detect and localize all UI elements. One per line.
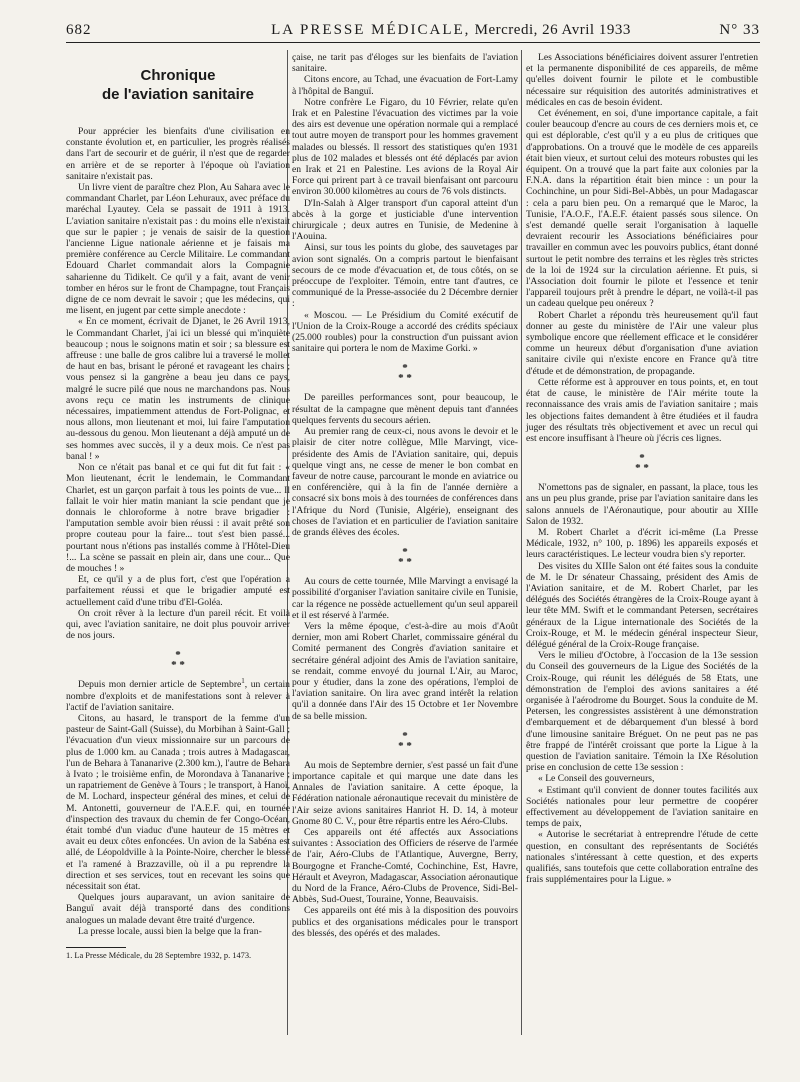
paragraph: « En ce moment, écrivait de Djanet, le 26 Avril 1913, le Commandant Charlet, j'ai ici un blessé qui m'inquiète beaucoup ; nous le soignons matin et soir ; sa blessure est affreuse : une balle de gros calibre lui a traversé le mollet de haut en bas, brisant le péroné et ravageant les chairs ; vous pensez si la gangrène a beau jeu dans ce pays, malgré le sucre pilé que nous ne marchandons pas. Nous avons reçu ce matin les instruments de clinique nécessaires, impatiemment attendus de Fort-Polignac, et nous allons, mon lieutenant et moi, lui faire l'amputation au-dessous du genou. Mon lieutenant a déjà amputé un de ses hommes avec succès, il y a deux mois. Ce n'est pas banal ! » (66, 316, 290, 462)
page-number: 682 (66, 22, 92, 38)
paragraph: çaise, ne tarit pas d'éloges sur les bienfaits de l'aviation sanitaire. (292, 52, 518, 75)
paragraph: Au mois de Septembre dernier, s'est passé un fait d'une importance capitale et qui marque une date dans les Annales de l'aviation sanitaire. A cette époque, la Fédération nationale aéronautique recevait du ministère de l'Air seize avions sanitaires Hanriot H. D. 14, à moteur Gnome 80 C. V., pour être répartis entre les Aéro-Clubs. (292, 759, 518, 827)
paragraph: Un livre vient de paraître chez Plon, Au Sahara avec le commandant Charlet, par Léon Lehuraux, avec préface du maréchal Lyautey. Cela se passait de 1911 à 1913. L'aviation sanitaire n'existait pas : du moins elle n'existait que sur le papier ; je venais de saisir de la question l'ancienne Ligue nationale aérienne et je faisais ma première conférence au Cercle Militaire. Le commandant Edouard Charlet commandait alors la Compagnie saharienne du Tidikelt. Ce qu'il y a fait, avant de venir tomber en héros sur le front de Champagne, tout Français digne de ce nom devrait le savoir ; que les médecins, qui me lisent, en jugent par cette simple anecdote : (66, 182, 290, 317)
paragraph: Les Associations bénéficiaires doivent assurer l'entretien et la permanente disponibilité de ces appareils, de même qu'elles doivent fournir le pilote et le combustible nécessaire sur réquisition des autorités administratives et médicales en cas de besoin évident. (526, 52, 758, 108)
paragraph: La presse locale, aussi bien la belge que la fran- (78, 925, 262, 937)
issue-date: Mercredi, 26 Avril 1933 (474, 22, 631, 38)
paragraph: Depuis mon dernier article de Septembre$^1$, un certain nombre d'exploits et de manifestations sont à relever à l'actif de l'aviation sanitaire. (66, 677, 290, 713)
title-line: Chronique (140, 67, 216, 84)
paragraph: Vers le milieu d'Octobre, à l'occasion de la 13e session du Conseil des gouverneurs de la Ligue des Sociétés de la Croix-Rouge, qui réunit les délégués de 58 Etats, une démonstration de l'emploi des avions sanitaires a été organisée à l'aérodrome du Bourget. Sous la conduite de M. Petersen, les congressistes assistèrent à une démonstration d'embarquement et de débarquement d'un blessé à bord d'une limousine sanitaire Bréguet. On ne peut pas ne pas être frappé de l'intérêt croissant que porte la Ligue à la question de l'aviation sanitaire. Témoin la IXe Résolution prise en conclusion de cette 13e session : (526, 650, 758, 774)
paragraph: Quelques jours auparavant, un avion sanitaire de Banguï avait déjà transporté dans des conditions analogues un malade devant être traité d'urgence. (66, 892, 290, 926)
column-rule (521, 50, 522, 1035)
paragraph: Au premier rang de ceux-ci, nous avons le devoir et le plaisir de citer notre collègue, Mlle Marvingt, vice-présidente des Amis de l'Aviation sanitaire, qui, depuis quelque vingt ans, ne cesse de mener le bon combat en faveur de notre cause, parcourant le monde en aviatrice ou en conférencière, qui à la fin de l'année dernière a consacré six bons mois à des tournées de conférences dans l'Afrique du Nord (Tunisie, Algérie), enseignant des choses de l'aviation et en particulier de l'aviation sanitaire de grands élèves des écoles. (292, 426, 518, 538)
article-title (66, 66, 290, 104)
paragraph: N'omettons pas de signaler, en passant, la place, tous les ans un peu plus grande, prise par l'aviation sanitaire dans les salons annuels de l'Aéronautique, pour aboutir au XIIIe Salon de 1932. (526, 482, 758, 527)
paragraph: Cette réforme est à approuver en tous points, et, en tout état de cause, le ministère de l'Air mérite toute la reconnaissance des vrais amis de l'aviation sanitaire ; mais les objections faites demandent à être étudiées et il faudra juger des résultats très objectivement et avec un recul qui est encore insuffisant à l'heure où j'écris ces lignes. (526, 376, 758, 444)
title-line: de l'aviation sanitaire (102, 86, 254, 103)
paragraph: Citons, au hasard, le transport de la femme d'un pasteur de Saint-Gall (Suisse), du Morbihan à Saint-Gall ; l'évacuation d'un vieux missionnaire sur un parcours de plus de 1.000 km. au Canada ; trois autres à Madagascar, l'un de Behara à Tananarive (2.300 km.), l'autre de Behara à Ivato ; le troisième enfin, de Morondava à Tananarive ; un rapatriement de Genève à Tours ; le transport, à Hanoï, de M. Lochard, inspecteur général des mines, et celui de M. Antonetti, gouverneur de l'A.E.F. qui, en tournée d'inspection des travaux du chemin de fer Congo-Océan, était tombé d'un viaduc d'une hauteur de 15 mètres et avait eu deux côtes enfoncées. Un avion de la Sabéna est allé, de Léopoldville à la Pointe-Noire, chercher le blessé et l'a ramené à Brazzaville, où il a pu reprendre la direction et ses services, tout en recevant les soins que nécessitait son état. (66, 712, 290, 892)
section-separator: * * * (398, 362, 412, 385)
paragraph: « Moscou. — Le Présidium du Comité exécutif de l'Union de la Croix-Rouge a accordé des crédits spéciaux (25.000 roubles) pour la construction d'un puissant avion sanitaire qui portera le nom de Maxime Gorki. » (292, 309, 518, 355)
paragraph: Robert Charlet a répondu très heureusement qu'il faut donner au geste du ministère de l'Air une valeur plus symbolique encore que réellement efficace et le considérer comme un heureux début d'organisation d'une aviation sanitaire civile qui n'existe encore en France qu'à titre d'étude et de démonstration, de propagande. (526, 309, 758, 377)
paragraph: Au cours de cette tournée, Mlle Marvingt a envisagé la possibilité d'organiser l'aviation sanitaire civile en Tunisie, car la régence ne possède actuellement qu'un seul appareil et il est réservé à l'armée. (292, 576, 518, 621)
paragraph: Non ce n'était pas banal et ce qui fut dit fut fait : « Mon lieutenant, écrit le lendemain, le Commandant Charlet, est un garçon parfait à tous les points de vue... Il fallait le voir hier matin maniant la scie pendant que je donnais le chloroforme à notre brave brigadier : l'amputation semble avoir bien réussi : il avait prêté son propre couteau pour la faire... tout s'est bien passé... pourtant nous n'étions pas installés comme à l'Hôtel-Dieu !... La scène se passait en plein air, dans une cour... Que de mouches ! » (66, 462, 290, 574)
quotation: « Autorise le secrétariat à entreprendre l'étude de cette question, en consultant des représentants de Sociétés nationales s'intéressant à cette question, et des experts qualifiés, sans toutefois que cette collaboration entraîne des frais supplémentaires pour la Ligue. » (526, 829, 758, 886)
paragraph: On croit rêver à la lecture d'un pareil récit. Et voilà qui, avec l'aviation sanitaire, ne doit plus pouvoir arriver de nos jours. (66, 607, 290, 642)
column-2 (292, 52, 518, 939)
quotation: « Le Conseil des gouverneurs, (538, 773, 655, 785)
footnote: 1. La Presse Médicale, du 28 Septembre 1932, p. 1473. (66, 951, 252, 961)
paragraph: Citons encore, au Tchad, une évacuation de Fort-Lamy à l'hôpital de Banguï. (292, 74, 518, 97)
paragraph: M. Robert Charlet a d'écrit ici-même (La Presse Médicale, 1932, n° 100, p. 1896) les appareils exposés et leurs caractéristiques. Le lecteur voudra bien s'y reporter. (526, 526, 758, 561)
paragraph: Notre confrère Le Figaro, du 10 Février, relate qu'en Irak et en Palestine l'évacuation des victimes par la voie des airs est devenue une opération normale qui a remplacé tout autre moyen de transport pour les hommes gravement malades ou blessés. Il ressort des statistiques qu'en 1931 plus de 102 malades et blessés ont été déplacés par avion en Irak et 21 en Palestine. Les avions de la Royal Air Force qui prirent part à ce travail bienfaisant ont parcouru environ 30.000 kilomètres au cours de 76 vols distincts. (292, 96, 518, 198)
page-header (66, 20, 760, 43)
paragraph: Et, ce qu'il y a de plus fort, c'est que l'opération a parfaitement réussi et que le brigadier amputé est actuellement caïd d'une tribu d'El-Goléa. (66, 574, 290, 608)
running-title (216, 22, 686, 39)
paragraph: Pour apprécier les bienfaits d'une civilisation en constante évolution et, en particulier, les progrès réalisés dans l'art de secourir et de guérir, il n'est que de regarder en arrière et de se reporter à l'époque où l'aviation sanitaire n'existait pas. (66, 126, 290, 182)
issue-number: N° 33 (719, 22, 760, 38)
column-3 (526, 52, 758, 885)
section-separator: * * * (398, 729, 412, 752)
paragraph: Ces appareils ont été mis à la disposition des pouvoirs publics et des organisations médicales pour le transport des blessés, des opérés et des malades. (292, 905, 518, 939)
paragraph: De pareilles performances sont, pour beaucoup, le résultat de la campagne que mènent depuis tant d'années quelques fervents du secours aérien. (292, 392, 518, 426)
paragraph: Des visites du XIIIe Salon ont été faites sous la conduite de M. le Dr sénateur Chassaing, président des Amis de l'Aviation sanitaire, et de M. Robert Charlet, par les délégués des Sociétés étrangères de la Croix-Rouge ayant à leur tête MM. Swift et le commandant Petersen, secrétaires généraux de la Ligue internationale des Sociétés de la Croix-Rouge, et M. le médecin général inspecteur Sieur, délégué général de la Croix-Rouge française. (526, 560, 758, 650)
publication-name: LA PRESSE MÉDICALE, (271, 22, 471, 38)
paragraph: Vers la même époque, c'est-à-dire au mois d'Août dernier, mon ami Robert Charlet, commissaire général du Comité permanent des Congrès d'aviation sanitaire et secrétaire général adjoint des Amis de l'aviation sanitaire, se rendait, comme envoyé du journal L'Air, au Maroc, pour y étudier, dans la zone des opérations, l'emploi de l'aviation sanitaire. On lira avec grand intérêt la relation qu'il a donnée dans l'Air des 15 Octobre et 1er Novembre de sa belle mission. (292, 620, 518, 722)
quotation: « Estimant qu'il convient de donner toutes facilités aux Sociétés nationales pour leur permettre de coopérer effectivement au développement de l'aviation sanitaire en temps de paix, (526, 784, 758, 830)
footnote-rule (66, 947, 126, 948)
paragraph: D'In-Salah à Alger transport d'un caporal atteint d'un abcès à la gorge et justiciable d'une intervention chirurgicale ; deux autres en Tunisie, de Medenine à l'Aouina. (292, 197, 518, 243)
paragraph: Cet événement, en soi, d'une importance capitale, a fait couler beaucoup d'encre au cours de ces derniers mois et, ce qui est déplorable, c'est qu'il y a eu plus de critiques que d'approbations. On a trouvé que le modèle de ces appareils était bien vieux, et surtout celui des moteurs robustes qui les équipent. On a trouvé que la part faite aux colonies par la F.N.A. dans la répartition était bien mince : un pour la Cochinchine, un pour Sidi-Bel-Abbès, un pour Madagascar : cela a paru bien peu. On a remarqué que le Maroc, la Tunisie, l'A.O.F., l'A.E.F. étaient passés sous silence. On s'est demandé quelle serait l'organisation à laquelle devraient recourir les Associations bénéficiaires pour travailler en commun avec les pouvoirs publics, étant donné surtout le petit nombre des terrains et les règles très strictes de la loi de 1924 sur la circulation aérienne. Et puis, si l'Association doit fournir le pilote et l'essence et tenir l'appareil toujours prêt à prendre le départ, ne voilà-t-il pas un cadeau quelque peu onéreux ? (526, 108, 758, 310)
column-1 (66, 52, 290, 961)
section-separator: * * * (635, 452, 649, 475)
paragraph: Ainsi, sur tous les points du globe, des sauvetages par avion sont signalés. On a compris partout le bienfaisant secours de ce mode d'évacuation et, de tous côtés, on se préoccupe de l'exploiter. Témoin, entre tant d'autres, ce communiqué de la Presse-associée du 2 Décembre dernier : (292, 242, 518, 310)
paragraph: Ces appareils ont été affectés aux Associations suivantes : Association des Officiers de réserve de l'armée de l'air, Aéro-Clubs de l'Atlantique, Auvergne, Berry, Bourgogne et Franche-Comté, Cochinchine, Est, Havre, Hérault et Aveyron, Madagascar, Association aéronautique du Nord de la France, Aéro-Clubs de Provence, Sidi-Bel-Abbès, Sud-Ouest, Touraine, Yonne, Beauvaisis. (292, 826, 518, 906)
section-separator: * * * (171, 649, 185, 672)
section-separator: * * * (398, 546, 412, 569)
footnote-ref: 1 (241, 677, 245, 686)
